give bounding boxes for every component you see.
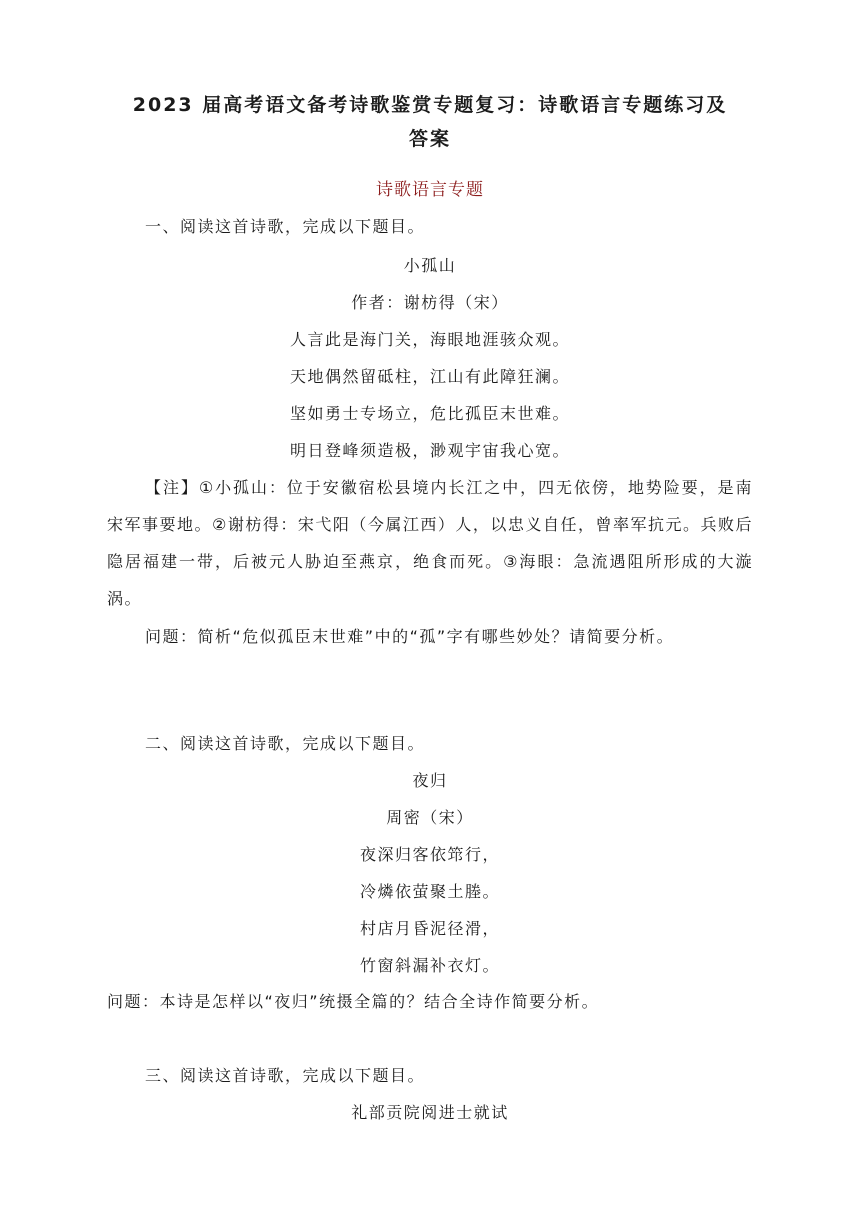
section2-author: 周密（宋） xyxy=(386,808,474,827)
section2-question: 问题：本诗是怎样以“夜归”统摄全篇的？结合全诗作简要分析。 xyxy=(107,992,600,1011)
section1-poem-line-4: 明日登峰须造极，渺观宇宙我心宽。 xyxy=(289,441,570,460)
section1-poem-title: 小孤山 xyxy=(403,256,457,275)
document-title xyxy=(107,88,753,156)
section1-poem-line-1: 人言此是海门关，海眼地涯骇众观。 xyxy=(289,330,570,349)
section3-poem-title: 礼部贡院阅进士就试 xyxy=(351,1103,509,1122)
title-line-2: 答案 xyxy=(408,128,451,150)
section3-heading: 三、阅读这首诗歌，完成以下题目。 xyxy=(145,1066,426,1085)
section2-poem-title: 夜归 xyxy=(412,771,448,790)
section2-poem-line-3: 村店月昏泥径滑， xyxy=(359,919,500,938)
section1-poem-line-3: 坚如勇士专场立，危比孤臣末世难。 xyxy=(289,404,570,423)
section2-poem-line-2: 冷燐依萤聚土塍。 xyxy=(359,882,500,901)
section1-poem-line-2: 天地偶然留砥柱，江山有此障狂澜。 xyxy=(289,367,570,386)
title-line-1: 2023 届高考语文备考诗歌鉴赏专题复习：诗歌语言专题练习及 xyxy=(132,94,728,116)
section1-author: 作者：谢枋得（宋） xyxy=(351,293,509,312)
section2-heading: 二、阅读这首诗歌，完成以下题目。 xyxy=(145,734,426,753)
section1-heading: 一、阅读这首诗歌，完成以下题目。 xyxy=(145,217,426,236)
section-subtitle: 诗歌语言专题 xyxy=(376,180,484,200)
section1-question: 问题：简析“危似孤臣末世难”中的“孤”字有哪些妙处？请简要分析。 xyxy=(145,627,675,646)
section1-note: 【注】①小孤山：位于安徽宿松县境内长江之中，四无依傍，地势险要，是南宋军事要地。②谢枋得：宋弋阳（今属江西）人，以忠义自任，曾率军抗元。兵败后隐居福建一带，后被元人胁迫至燕京，绝食而死。③海眼：急流遇阻所形成的大漩涡。 xyxy=(107,478,753,608)
section2-poem-line-1: 夜深归客依筇行， xyxy=(359,845,500,864)
section2-poem-line-4: 竹窗斜漏补衣灯。 xyxy=(359,956,500,975)
